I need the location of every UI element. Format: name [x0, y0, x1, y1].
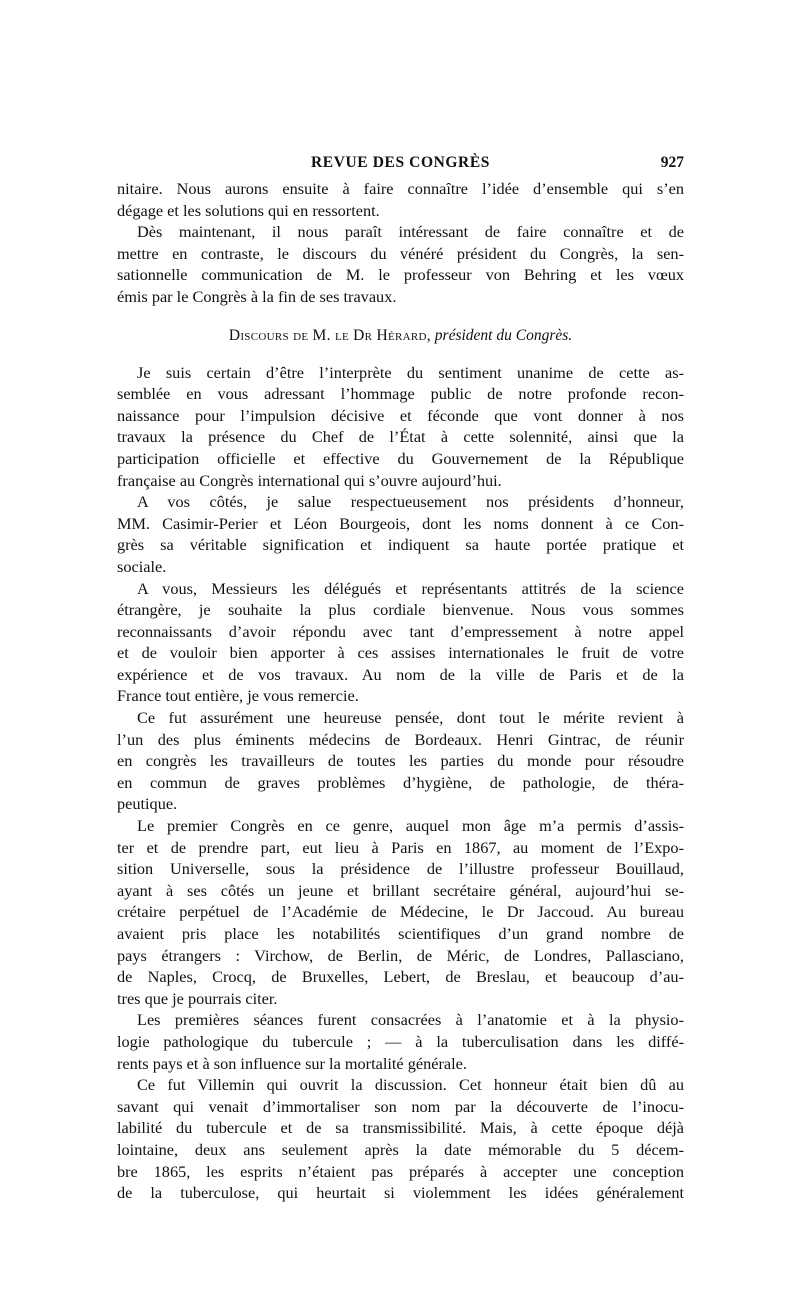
text-line: logie pathologique du tubercule ; — à la tuberculisation dans les diffé- — [117, 1031, 684, 1051]
paragraph — [117, 707, 684, 815]
text-line: et de vouloir bien apporter à ces assises internationales le fruit de votre — [117, 643, 684, 663]
text-line: sationnelle communication de M. le professeur von Behring et les vœux — [117, 265, 684, 285]
text-line: pays étrangers : Virchow, de Berlin, de Méric, de Londres, Pallasciano, — [117, 945, 684, 965]
text-line: Les premières séances furent consacrées à l’anatomie et à la physio- — [137, 1010, 684, 1030]
paragraph — [117, 491, 684, 577]
text-line: semblée en vous adressant l’hommage public de notre profonde recon- — [117, 384, 684, 404]
text-line: ayant à ses côtés un jeune et brillant secrétaire général, aujourd’hui se- — [117, 880, 684, 900]
running-header — [117, 152, 684, 178]
text-line: Ce fut Villemin qui ouvrit la discussion. Cet honneur était bien dû au — [137, 1075, 684, 1095]
text-line: dégage et les solutions qui en ressortent. — [117, 200, 380, 220]
paragraph — [117, 1074, 684, 1204]
text-line: A vos côtés, je salue respectueusement nos présidents d’honneur, — [137, 492, 684, 512]
text-line: Je suis certain d’être l’interprète du sentiment unanime de cette as- — [137, 362, 684, 382]
text-line: expérience et de vos travaux. Au nom de la ville de Paris et de la — [117, 664, 684, 684]
text-line: ter et de prendre part, eut lieu à Paris en 1867, au moment de l’Expo- — [117, 837, 684, 857]
text-line: A vous, Messieurs les délégués et représentants attitrés de la science — [137, 578, 684, 598]
heading-role: président du Congrès. — [434, 326, 573, 344]
text-line: Le premier Congrès en ce genre, auquel mon âge m’a permis d’assis- — [137, 816, 684, 836]
paragraph — [117, 1009, 684, 1074]
text-line: labilité du tubercule et de sa transmissibilité. Mais, à cette époque déjà — [117, 1118, 684, 1138]
heading-speaker: Discours de M. le Dr Hérard, — [228, 326, 431, 344]
text-line: Ce fut assurément une heureuse pensée, dont tout le mérite revient à — [137, 708, 684, 728]
text-line: naissance pour l’impulsion décisive et féconde que vont donner à nos — [117, 405, 684, 425]
text-line: lointaine, deux ans seulement après la date mémorable du 5 décem- — [117, 1139, 684, 1159]
text-line: peutique. — [117, 794, 178, 814]
text-line: grès sa véritable signification et indiquent sa haute portée pratique et — [117, 535, 684, 555]
text-line: de la tuberculose, qui heurtait si violemment les idées généralement — [117, 1183, 684, 1203]
intro-text — [117, 178, 684, 308]
text-line: tres que je pourrais citer. — [117, 988, 278, 1008]
text-line: émis par le Congrès à la fin de ses travaux. — [117, 286, 397, 306]
page-number: 927 — [660, 154, 684, 171]
text-line: MM. Casimir-Perier et Léon Bourgeois, dont les noms donnent à ce Con- — [117, 513, 684, 533]
text-line: étrangère, je souhaite la plus cordiale bienvenue. Nous vous sommes — [117, 600, 684, 620]
section-heading — [117, 325, 684, 346]
running-title: REVUE DES CONGRÈS — [310, 154, 490, 171]
text-line: en commun de graves problèmes d’hygiène, de pathologie, de théra- — [117, 772, 684, 792]
text-line: bre 1865, les esprits n’étaient pas préparés à accepter une conception — [117, 1161, 684, 1181]
text-line: avaient pris place les notabilités scientifiques d’un grand nombre de — [117, 924, 684, 943]
paragraph — [117, 362, 684, 492]
text-line: Dès maintenant, il nous paraît intéressant de faire connaître et de — [137, 222, 684, 242]
text-line: l’un des plus éminents médecins de Bordeaux. Henri Gintrac, de réunir — [117, 729, 684, 749]
text-line: reconnaissants d’avoir répondu avec tant d’empressement à notre appel — [117, 621, 684, 641]
text-line: participation officielle et effective du Gouvernement de la République — [117, 448, 684, 468]
paragraph — [117, 815, 684, 1009]
text-line: de Naples, Crocq, de Bruxelles, Lebert, de Breslau, et beaucoup d’au- — [117, 967, 684, 987]
paragraph — [117, 221, 684, 307]
text-line: travaux la présence du Chef de l’État à cette solennité, ainsi que la — [117, 427, 684, 447]
text-line: française au Congrès international qui s’ouvre aujourd’hui. — [117, 470, 502, 490]
paragraph — [117, 178, 684, 221]
document-page — [117, 152, 684, 1204]
paragraph — [117, 578, 684, 708]
text-line: rents pays et à son influence sur la mortalité générale. — [117, 1053, 467, 1073]
text-line: nitaire. Nous aurons ensuite à faire connaître l’idée d’ensemble qui s’en — [117, 179, 684, 198]
text-line: France tout entière, je vous remercie. — [117, 686, 359, 706]
text-line: mettre en contraste, le discours du vénéré président du Congrès, la sen- — [117, 243, 684, 263]
text-line: crétaire perpétuel de l’Académie de Médecine, le Dr Jaccoud. Au bureau — [117, 902, 684, 922]
speech-text — [117, 362, 684, 1204]
text-line: sition Universelle, sous la présidence de l’illustre professeur Bouillaud, — [117, 859, 684, 879]
text-line: sociale. — [117, 556, 167, 576]
text-line: savant qui venait d’immortaliser son nom par la découverte de l’inocu- — [117, 1096, 684, 1116]
text-line: en congrès les travailleurs de toutes les parties du monde pour résoudre — [117, 751, 684, 771]
